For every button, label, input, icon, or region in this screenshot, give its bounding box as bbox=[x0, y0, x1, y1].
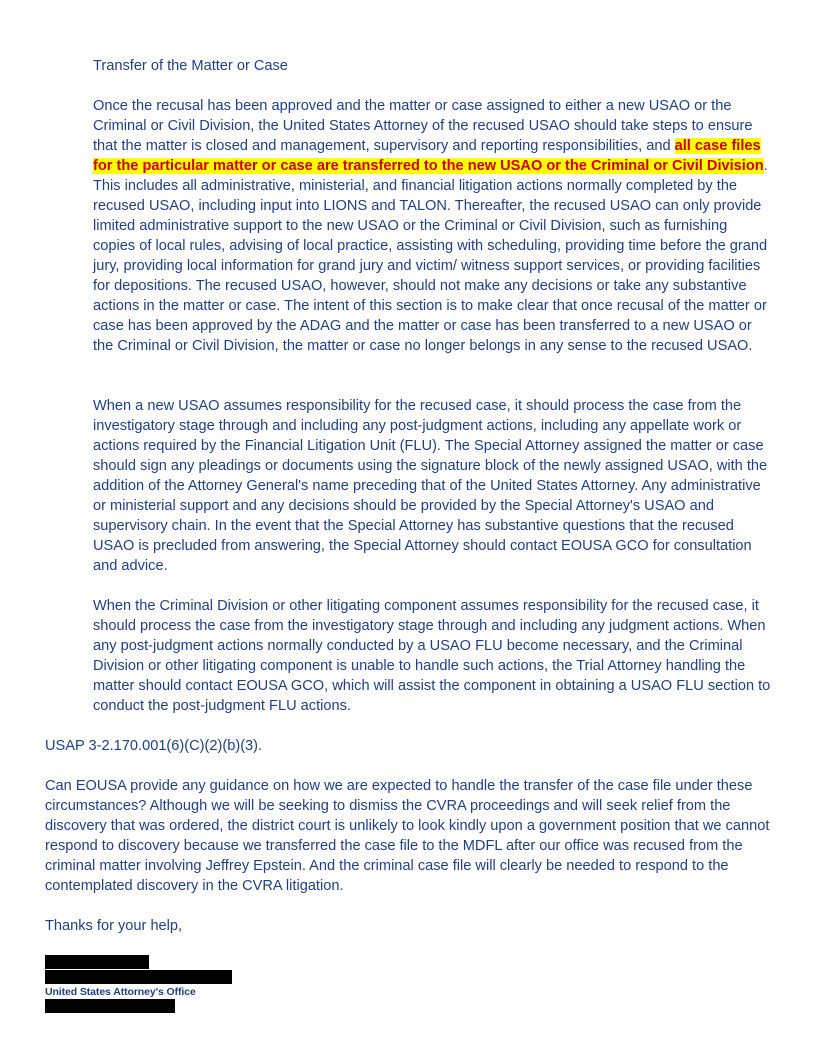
citation: USAP 3-2.170.001(6)(C)(2)(b)(3). bbox=[45, 738, 263, 754]
signature-office: United States Attorney's Office bbox=[45, 986, 196, 998]
quote-paragraph-1 bbox=[93, 96, 773, 356]
redacted-title bbox=[45, 970, 232, 984]
quote-heading: Transfer of the Matter or Case bbox=[93, 58, 288, 74]
quote-paragraph-3: When the Criminal Division or other litigating component assumes responsibility for the recused case, it should process the case from the investigatory stage through and including any judgment actions. When any post-judgment actions normally conducted by a USAO FLU become necessary, and the Criminal Division or other litigating component is unable to handle such actions, the Trial Attorney handling the matter should contact EOUSA GCO, which will assist the component in obtaining a USAO FLU section to conduct the post-judgment FLU actions. bbox=[93, 598, 771, 714]
quote-paragraph-2: When a new USAO assumes responsibility for the recused case, it should process the case from the investigatory stage through and including any post-judgment actions, including any appellate work or actions required by the Financial Litigation Unit (FLU). The Special Attorney assigned the matter or case should sign any pleadings or documents using the signature block of the newly assigned USAO, with the addition of the Attorney General's name preceding that of the United States Attorney. Any administrative or ministerial support and any decisions should be provided by the Special Attorney's USAO and supervisory chain. In the event that the Special Attorney has substantive questions that the recused USAO is precluded from answering, the Special Attorney should contact EOUSA GCO for consultation and advice. bbox=[93, 398, 768, 574]
redacted-name bbox=[45, 955, 149, 969]
highlighted-text: all case files for the particular matter or case are transferred to the new USAO or the Criminal or Civil Division bbox=[93, 138, 764, 174]
redacted-contact bbox=[45, 999, 175, 1013]
quote-p1-text-before: Once the recusal has been approved and the matter or case assigned to either a new USAO or the Criminal or Civil Division, the United States Attorney of the recused USAO should take steps to ensure that the matter is closed and management, supervisory and reporting responsibilities, and bbox=[93, 98, 753, 154]
closing-line: Thanks for your help, bbox=[45, 918, 183, 934]
question-paragraph: Can EOUSA provide any guidance on how we are expected to handle the transfer of the case file under these circumstances? Although we will be seeking to dismiss the CVRA proceedings and will seek relief from the discovery that was ordered, the district court is unlikely to look kindly upon a government position that we cannot respond to discovery because we transferred the case file to the MDFL after our office was recused from the criminal matter involving Jeffrey Epstein. And the criminal case file will clearly be needed to respond to the contemplated discovery in the CVRA litigation. bbox=[45, 778, 770, 894]
quote-p1-text-after: . This includes all administrative, ministerial, and financial litigation actions normally completed by the recused USAO, including input into LIONS and TALON. Thereafter, the recused USAO can only provide limited administrative support to the new USAO or the Criminal or Civil Division, such as furnishing copies of local rules, advising of local practice, assisting with scheduling, providing time before the grand jury, providing local information for grand jury and victim/ witness support services, or providing facilities for depositions. The recused USAO, however, should not make any decisions or take any substantive actions in the matter or case. The intent of this section is to make clear that once recusal of the matter or case has been approved by the ADAG and the matter or case has been transferred to a new USAO or the Criminal or Civil Division, the matter or case no longer belongs in any sense to the recused USAO. bbox=[93, 158, 768, 354]
